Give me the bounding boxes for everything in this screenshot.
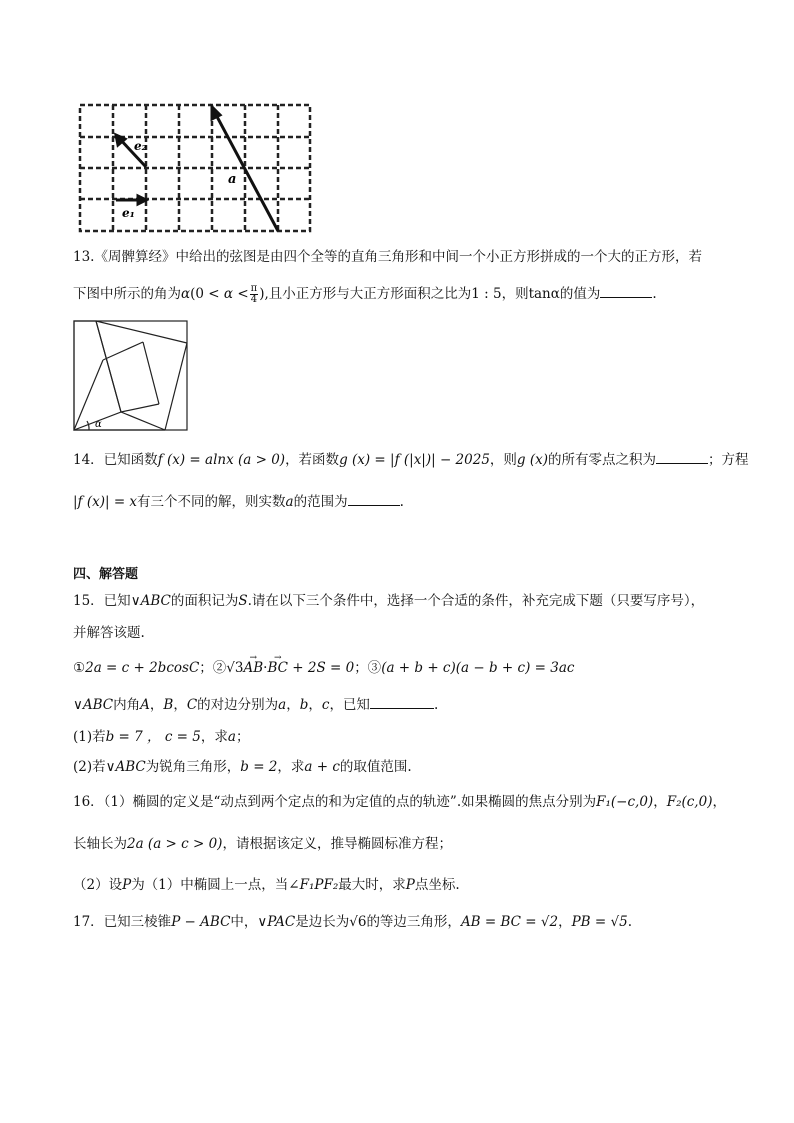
label-e2: e₂	[134, 139, 147, 153]
q15-part2-triangle: ∨ABC	[105, 759, 146, 775]
q15-A: A	[140, 697, 150, 713]
q14-text2: ，若函数	[285, 452, 340, 468]
q13-line1	[73, 248, 702, 266]
string-diagram-figure	[73, 320, 189, 432]
q15-part2-expr: a + c	[304, 759, 340, 775]
q13-cond-alpha: α	[223, 286, 234, 302]
q16-line2	[73, 835, 452, 853]
q15-text2: 并解答该题.	[73, 625, 145, 641]
q15-part2-d: 的取值范围.	[339, 759, 412, 775]
q13-tan: tanα	[528, 286, 560, 302]
q15-answer-blank[interactable]	[370, 696, 434, 709]
q13-answer-blank[interactable]	[600, 285, 652, 298]
q17-end: .	[627, 914, 632, 930]
q16-P2: P	[405, 877, 415, 893]
q15-triangle2: ∨ABC	[73, 697, 114, 713]
q15-C: C	[186, 697, 198, 713]
q15-cond2-sqrt: √3	[226, 660, 244, 676]
q15-S: S	[238, 593, 248, 609]
q16-text3a: （2）设	[73, 877, 123, 893]
q15-cond1: 2a = c + 2bcosC	[85, 660, 200, 676]
q15-triangle: ∨ABC	[130, 593, 171, 609]
alpha-label: α	[95, 419, 102, 430]
q16-text1-end: ，	[712, 794, 726, 810]
q13-text2c: ，则	[501, 286, 529, 302]
q13-ratio: 1 : 5	[471, 286, 502, 302]
q14-line2	[73, 493, 404, 511]
q15-comma1: ，	[149, 697, 164, 713]
q15-text4c: 的对边分别为	[197, 697, 279, 713]
q14-text5: ；方程	[708, 452, 749, 468]
q16-text3c: 最大时，求	[338, 877, 406, 893]
q14-gx: g (x)	[516, 452, 549, 468]
q13-text2b: 且小正方形与大正方形面积之比为	[268, 286, 472, 302]
q15-B: B	[163, 697, 174, 713]
q17-pabc: P − ABC	[171, 914, 231, 930]
q13-text2a: 下图中所示的角为	[73, 286, 181, 302]
q15-comma4: ，	[308, 697, 322, 713]
q17-line1	[73, 913, 632, 931]
q15-sep2: ；③	[354, 660, 382, 676]
q15-part2-c: ，求	[277, 759, 305, 775]
q15-comma3: ，	[286, 697, 300, 713]
q16-text3b: 为（1）中椭圆上一点，当	[131, 877, 289, 893]
q14-a: a	[285, 494, 294, 510]
q17-ab-bc: AB = BC = √2	[460, 914, 559, 930]
q17-text-a: 17．已知三棱锥	[73, 914, 172, 930]
q17-pac: ∨PAC	[257, 914, 296, 930]
section-title: 四、解答题	[73, 567, 139, 582]
q13-pi: π	[250, 283, 258, 294]
q15-text1b: 的面积记为	[170, 593, 239, 609]
q16-P: P	[122, 877, 132, 893]
q15-part2-a: (2)若	[73, 759, 106, 775]
q15-sc: c	[321, 697, 330, 713]
q15-conditions	[73, 659, 574, 677]
q17-pb: PB = √5	[571, 914, 628, 930]
outer-square	[74, 321, 187, 430]
q15-text4b: 内角	[113, 697, 141, 713]
q16-text1: 16．（1）椭圆的定义是“动点到两个定点的和为定值的点的轨迹”.如果椭圆的焦点分别为	[73, 794, 597, 810]
q15-part2-cond: b = 2	[240, 759, 278, 775]
q15-part2	[73, 758, 412, 776]
q13-cond-lt: <	[237, 286, 249, 302]
q13-text1: 13.《周髀算经》中给出的弦图是由四个全等的直角三角形和中间一个小正方形拼成的一个大的正方形，若	[73, 249, 702, 265]
q13-pi-over-4	[250, 284, 259, 305]
q15-part1-a: (1)若	[73, 729, 106, 745]
q14-text6: 有三个不同的解，则实数	[137, 494, 286, 510]
q17-text-d: 的等边三角形，	[366, 914, 461, 930]
q14-f-def: f (x) = alnx (a > 0)	[157, 452, 286, 468]
label-a: a	[228, 172, 237, 187]
section-heading	[73, 566, 138, 584]
vector-grid-figure	[78, 103, 312, 233]
q16-text2a: 长轴长为	[73, 836, 127, 852]
q13-alpha: α	[181, 286, 191, 302]
q16-comma: ，	[653, 794, 667, 810]
label-e1: e₁	[122, 206, 135, 220]
q15-part1-a-var: a	[227, 729, 236, 745]
q14-answer-blank-1[interactable]	[656, 451, 708, 464]
q14-equation: |f (x)| = x	[73, 494, 138, 510]
q15-vec-bc: → BC	[267, 659, 288, 677]
q16-text3d: 点坐标.	[414, 877, 460, 893]
q14-g-def: g (x) = |f (|x|)| − 2025	[339, 452, 490, 468]
q13-cond-close: ),	[259, 286, 269, 302]
q15-sep1: ；②	[199, 660, 227, 676]
q14-text3: ，则	[489, 452, 517, 468]
q15-sb: b	[299, 697, 309, 713]
q15-cond2-rest: + 2S = 0	[287, 660, 355, 676]
q15-text1a: 15．已知	[73, 593, 131, 609]
q13-cond-open: (0 <	[190, 286, 220, 302]
q15-line1	[73, 592, 704, 610]
q17-sqrt6: √6	[349, 914, 367, 930]
q14-line1	[73, 451, 749, 469]
q13-four: 4	[250, 294, 258, 305]
q15-cond1-num: ①	[73, 660, 86, 676]
q17-text-b: 中，	[230, 914, 258, 930]
q15-text4d: ，已知	[329, 697, 370, 713]
q14-end: .	[399, 494, 404, 510]
q15-line4	[73, 696, 438, 714]
q15-dot: ·	[263, 660, 268, 676]
q15-cond3: (a + b + c)(a − b + c) = 3ac	[381, 660, 575, 676]
dashed-grid	[80, 105, 310, 231]
q16-F2: F₂(c,0)	[666, 794, 713, 810]
q13-text2d: 的值为	[559, 286, 601, 302]
q15-part1-b: ，求	[200, 729, 228, 745]
q15-part2-b: 为锐角三角形，	[145, 759, 241, 775]
q16-angle: ∠F₁PF₂	[288, 877, 339, 893]
q15-vec-ab: → AB	[243, 659, 263, 677]
q14-text4: 的所有零点之积为	[548, 452, 657, 468]
q15-comma2: ，	[173, 697, 187, 713]
q17-text-e: ，	[558, 914, 572, 930]
q16-text2b: ，请根据该定义，推导椭圆标准方程；	[222, 836, 452, 852]
q15-part1	[73, 728, 249, 746]
q13-end: .	[652, 286, 657, 302]
q15-text1c: .请在以下三个条件中，选择一个合适的条件，补充完成下题（只要写序号），	[247, 593, 705, 609]
q15-line2	[73, 624, 145, 642]
q14-answer-blank-2[interactable]	[348, 493, 400, 506]
q14-text7: 的范围为	[293, 494, 348, 510]
q15-part1-end: ；	[235, 729, 250, 745]
q16-line1	[73, 793, 726, 811]
q15-end: .	[433, 697, 439, 713]
q17-text-c: 是边长为	[295, 914, 350, 930]
q15-part1-cond: b = 7 ， c = 5	[105, 729, 201, 745]
q14-text1: 14．已知函数	[73, 452, 158, 468]
q16-F1: F₁(−c,0)	[596, 794, 654, 810]
q16-line3	[73, 876, 460, 894]
q15-sa: a	[278, 697, 287, 713]
q13-line2	[73, 284, 657, 305]
q16-axis: 2a (a > c > 0)	[127, 836, 223, 852]
